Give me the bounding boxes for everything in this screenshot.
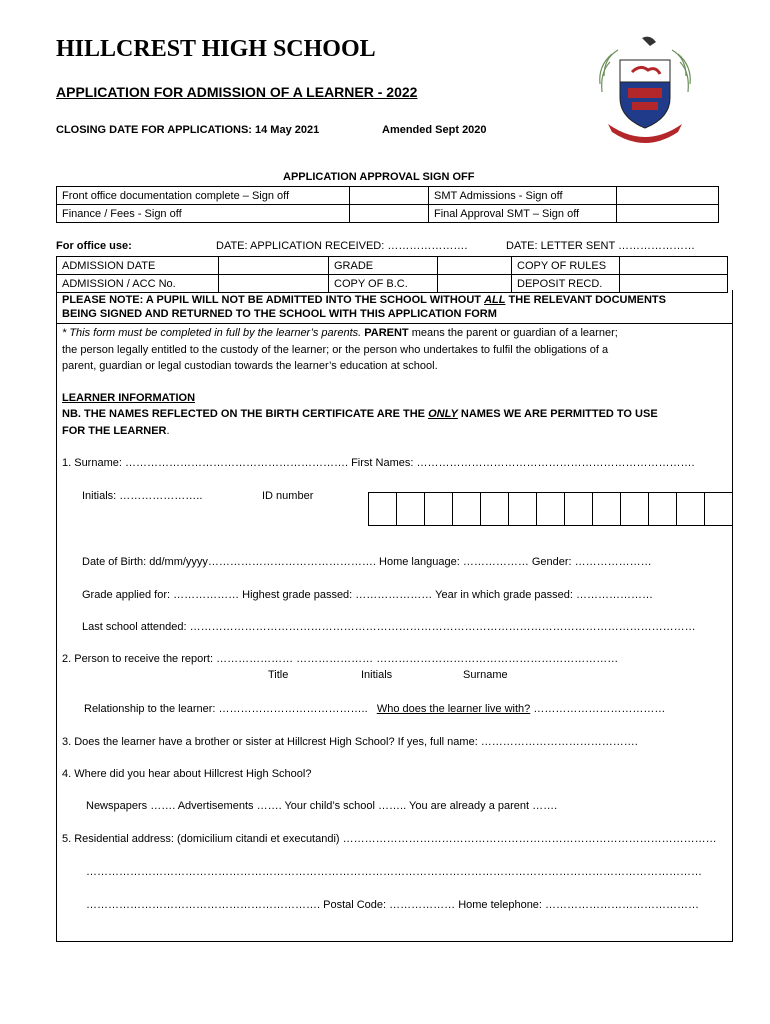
id-digit-box[interactable] [425, 493, 453, 526]
id-digit-box[interactable] [565, 493, 593, 526]
notice-text: THE RELEVANT DOCUMENTS [505, 294, 666, 306]
signature-field[interactable] [350, 205, 429, 223]
table-row [57, 205, 719, 223]
office-field[interactable] [438, 257, 512, 275]
school-crest-icon [590, 32, 700, 147]
approval-table [56, 186, 719, 223]
intro-text: means the parent or guardian of a learner; [408, 327, 618, 339]
intro-italic: * This form must be completed in full by the learner’s parents. [62, 327, 362, 339]
id-digit-box[interactable] [705, 493, 733, 526]
id-digit-box[interactable] [593, 493, 621, 526]
office-table [56, 256, 728, 293]
nb-text: NB. THE NAMES REFLECTED ON THE BIRTH CERTIFICATE ARE THE [62, 408, 429, 420]
intro-line-2: the person legally entitled to the custody of the learner; or the person who undertakes to fulfil the obligations of a [62, 344, 609, 356]
title-label: Title [268, 669, 289, 681]
id-digit-box[interactable] [481, 493, 509, 526]
postal-phone-field[interactable]: ………………………………………………………. Postal Code: ……………… Home telephone: …………………………………… [86, 899, 700, 911]
relationship-line[interactable] [84, 703, 665, 715]
table-cell: ADMISSION DATE [57, 257, 219, 275]
school-name: HILLCREST HIGH SCHOOL [56, 36, 376, 62]
id-digit-box[interactable] [621, 493, 649, 526]
id-digit-box[interactable] [509, 493, 537, 526]
id-digit-box[interactable] [537, 493, 565, 526]
table-cell: DEPOSIT RECD. [512, 275, 620, 293]
address-line-field[interactable]: …………………………………………………………………………………………………………………………………………………… [86, 866, 702, 878]
table-cell: GRADE [329, 257, 438, 275]
hear-about-options[interactable]: Newspapers ……. Advertisements ……. Your child’s school …….. You are already a parent ……. [86, 800, 558, 812]
table-cell: COPY OF B.C. [329, 275, 438, 293]
learner-heading: LEARNER INFORMATION [62, 392, 196, 404]
notice-all: ALL [484, 294, 506, 306]
grade-field[interactable]: Grade applied for: ……………… Highest grade passed: ………………… Year in which grade passed: ………………… [82, 589, 654, 601]
notice-divider [56, 323, 733, 324]
id-digit-box[interactable] [649, 493, 677, 526]
lives-with-label: Who does the learner live with? [376, 703, 531, 715]
table-cell: Front office documentation complete – Sign off [57, 187, 350, 205]
nb-text: . [166, 425, 170, 437]
nb-line-2 [62, 425, 170, 437]
id-digit-box[interactable] [677, 493, 705, 526]
notice-line-2: BEING SIGNED AND RETURNED TO THE SCHOOL WITH THIS APPLICATION FORM [62, 308, 497, 320]
surname-label: Surname [463, 669, 508, 681]
relationship-field[interactable]: Relationship to the learner: ………………………………….. [84, 703, 368, 715]
table-cell: Final Approval SMT – Sign off [429, 205, 617, 223]
nb-line-1 [62, 408, 658, 420]
signature-field[interactable] [617, 205, 719, 223]
table-cell: ADMISSION / ACC No. [57, 275, 219, 293]
closing-date: CLOSING DATE FOR APPLICATIONS: 14 May 2021 [56, 124, 320, 136]
notice-text: PLEASE NOTE: A PUPIL WILL NOT BE ADMITTED INTO THE SCHOOL WITHOUT [62, 294, 485, 306]
id-number-grid[interactable] [368, 492, 733, 526]
table-cell: COPY OF RULES [512, 257, 620, 275]
initials-field[interactable]: Initials: ………………….. [82, 490, 203, 502]
id-digit-box[interactable] [397, 493, 425, 526]
table-row [57, 187, 719, 205]
office-field[interactable] [219, 257, 329, 275]
hear-about-question: 4. Where did you hear about Hillcrest High School? [62, 768, 312, 780]
table-cell: SMT Admissions - Sign off [429, 187, 617, 205]
id-digit-box[interactable] [369, 493, 397, 526]
last-school-field[interactable]: Last school attended: ………………………………………………………………………………………………………………………… [82, 621, 696, 633]
report-recipient-field[interactable]: 2. Person to receive the report: ………………… ………………… ………………………………………………………… [62, 653, 619, 665]
date-received: DATE: APPLICATION RECEIVED: …………………. [216, 240, 468, 252]
signature-field[interactable] [617, 187, 719, 205]
nb-text: FOR THE LEARNER [62, 425, 167, 437]
id-digit-box[interactable] [453, 493, 481, 526]
residential-address-field[interactable]: 5. Residential address: (domicilium citandi et executandi) ………………………………………………………………………………………… [62, 833, 717, 845]
id-number-label: ID number [262, 490, 314, 502]
table-row [369, 493, 733, 526]
dob-language-gender-field[interactable]: Date of Birth: dd/mm/yyyy………………………………………. Home language: ……………… Gender: ………………… [82, 556, 652, 568]
surname-first-names-field[interactable]: 1. Surname: ……………………………………………………. First Names: …………………………………………………………………. [62, 457, 695, 469]
nb-text: NAMES WE ARE PERMITTED TO USE [457, 408, 658, 420]
table-cell: Finance / Fees - Sign off [57, 205, 350, 223]
notice-line-1 [62, 294, 666, 306]
sibling-field[interactable]: 3. Does the learner have a brother or sister at Hillcrest High School? If yes, full name: ……………………………………. [62, 736, 638, 748]
letter-sent: DATE: LETTER SENT ………………… [506, 240, 696, 252]
intro-line-1 [62, 327, 618, 339]
nb-only: ONLY [428, 408, 458, 420]
signature-field[interactable] [350, 187, 429, 205]
initials-label: Initials [361, 669, 393, 681]
amended-date: Amended Sept 2020 [382, 124, 487, 136]
approval-title: APPLICATION APPROVAL SIGN OFF [283, 171, 475, 183]
intro-line-3: parent, guardian or legal custodian towards the learner’s education at school. [62, 360, 438, 372]
table-row [57, 257, 728, 275]
lives-with-field[interactable]: ……………………………… [530, 703, 666, 715]
office-use-label: For office use: [56, 240, 132, 252]
intro-parent: PARENT [361, 327, 409, 339]
form-subtitle: APPLICATION FOR ADMISSION OF A LEARNER - 2022 [56, 84, 418, 100]
office-field[interactable] [620, 257, 728, 275]
